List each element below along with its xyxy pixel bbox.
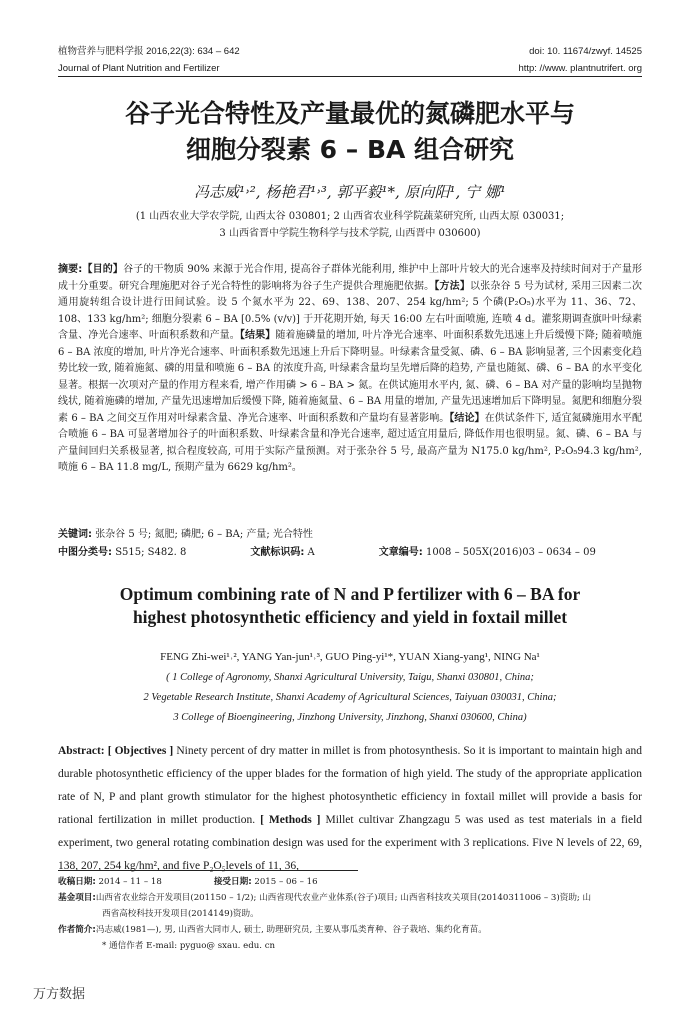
methods-label-en: [ Methods ] (260, 814, 321, 826)
methods-text-cn: 以张杂谷 5 号为试材, 采用三因素二次通用旋转组合设计进行田间试验。设 5 个氮水平为 22、69、138、207、254 kg/hm²; 5 个磷(P₂O₅)水平为 11、36、72、108、133 kg/hm²; 细胞分裂素 6 – BA [0.5% (v/v)] 于开花期开始, 每天 16:00 左右叶面喷施, 连喷 4 d。灌浆期调查旗叶叶绿素含量、净光合速率、叶面积系数和产量。 (58, 280, 643, 341)
dates-row (58, 874, 642, 890)
doc-code-label: 文献标识码: (250, 547, 305, 558)
clc-field (58, 545, 218, 561)
author-bio-label: 作者简介: (58, 925, 96, 935)
title-cn-line1: 谷子光合特性及产量最优的氮磷肥水平与 (124, 99, 575, 128)
classification-line (58, 545, 642, 561)
running-header (58, 46, 642, 75)
article-no-field (379, 545, 628, 561)
keywords-cn (58, 527, 642, 543)
affiliation-en-line: 3 College of Bioengineering, Jinzhong University, Jinzhong, Shanxi 030600, China) (173, 712, 527, 723)
article-no-label: 文章编号: (378, 547, 423, 558)
title-cn-line2: 细胞分裂素 6 – BA 组合研究 (185, 135, 515, 164)
affiliation-cn-line1: (1 山西农业大学农学院, 山西太谷 030801; 2 山西省农业科学院蔬菜研究所, 山西太原 030031; (135, 211, 565, 222)
abstract-cn (58, 262, 642, 477)
abstract-en (58, 740, 642, 878)
header-divider (58, 76, 642, 77)
doc-code-field (250, 545, 346, 561)
journal-citation-cn: 植物营养与肥料学报 2016,22(3): 634 – 642 (58, 46, 240, 57)
doi[interactable]: doi: 10. 11674/zwyf. 14525 (529, 46, 642, 57)
corresponding-author[interactable]: * 通信作者 E-mail: pyguo@ sxau. edu. cn (102, 941, 276, 951)
accepted-value: 2015 – 06 – 16 (254, 877, 318, 887)
keywords-text: 张杂谷 5 号; 氮肥; 磷肥; 6 – BA; 产量; 光合特性 (95, 529, 313, 540)
methods-label-cn: 【方法】 (434, 280, 471, 292)
author-bio (58, 922, 642, 938)
abstract-cn-label: 摘要: (58, 264, 83, 275)
accepted-date (214, 874, 344, 890)
keywords-label: 关键词: (58, 529, 92, 540)
methods-text-en: Millet cultivar Zhangzagu 5 was used as test materials in a field experiment, two general rotating combination design was used for the experiment with 3 replications. Five N levels of 22, 69, 138, 207, 254 kg/hm², and five P₂O₅levels of 11, 36, (58, 814, 643, 872)
footnote-divider (58, 870, 358, 871)
affiliation-en-line: ( 1 College of Agronomy, Shanxi Agricultural University, Taigu, Shanxi 030801, China; (166, 672, 534, 683)
author-bio-text: 冯志威(1981—), 男, 山西省大同市人, 硕士, 助理研究员, 主要从事瓜类育种、谷子栽培、集约化育苗。 (95, 925, 487, 935)
objectives-text-en: Ninety percent of dry matter in millet is from photosynthesis. So it is important to maintain high and durable photosynthetic efficiency of the upper blades for the formation of high yield. The study of the appropriate application rate of N, P and plant growth stimulator for the highest photosynthetic efficiency in foxtail millet will provide a basis for rational fertilization in millet production. (58, 745, 643, 826)
objective-text-cn: 谷子的干物质 90% 来源于光合作用, 提高谷子群体光能利用, 维护中上部叶片较大的光合速率及持续时间对于产量形成十分重要。研究合理施肥对谷子光合特性的影响将为谷子生产提供合理施肥依据。 (58, 264, 642, 292)
received-value: 2014 – 11 – 18 (98, 877, 162, 887)
funding-line1 (58, 890, 642, 906)
authors-en: FENG Zhi-wei¹˒², YANG Yan-jun¹˒³, GUO Ping-yi¹*, YUAN Xiang-yang¹, NING Na¹ (160, 651, 540, 663)
conclusion-label-cn: 【结论】 (449, 412, 485, 424)
received-date (58, 874, 188, 890)
journal-name-en: Journal of Plant Nutrition and Fertilizer (58, 63, 220, 74)
authors-cn: 冯志威¹˒², 杨艳君¹˒³, 郭平毅¹*, 原向阳¹, 宁 娜¹ (194, 183, 506, 201)
conclusion-text-cn: 在供试条件下, 适宜氮磷施用水平配合喷施 6 – BA 可显著增加谷子的叶面积系数、叶绿素含量和净光合速率, 超过适宜用量后, 降低作用也很明显。氮、磷、6 – BA 与产量间回归关系极显著, 拟合程度较高, 可用于实际产量预测。对于张杂谷 5 号, 最高产量为 N175.0 kg/hm², P₂O₅94.3 kg/hm², 喷施 6 – BA 11.8 mg/L, 预期产量为 6629 kg/hm²。 (58, 412, 642, 473)
journal-url[interactable]: http: //www. plantnutrifert. org (518, 63, 642, 74)
title-en (40, 583, 660, 629)
affiliation-cn-line2: 3 山西省晋中学院生物科学与技术学院, 山西晋中 030600) (219, 228, 481, 239)
title-en-line1: Optimum combining rate of N and P fertilizer with 6 – BA for (119, 584, 581, 604)
funding-line2: 西省高校科技开发项目(2014149)资助。 (102, 909, 259, 919)
clc-value: S515; S482. 8 (115, 547, 187, 558)
affiliation-en-line: 2 Vegetable Research Institute, Shanxi Academy of Agricultural Sciences, Taiyuan 030031, China; (143, 692, 557, 703)
results-text-cn: 随着施磷量的增加, 叶片净光合速率、叶面积系数先迅速上升后缓慢下降; 随着喷施 6 – BA 浓度的增加, 叶片净光合速率、叶面积系数先迅速上升后下降明显。叶绿素含量受氮、磷、6 – BA 影响显著, 三个因素变化趋势比较一致, 随着施氮、磷的用量和喷施 6 – BA 的浓度升高, 叶绿素含量均呈先增后降的趋势, 产量也随氮、磷、6 – BA 的水平变化显著。根据一次项对产量的作用方程来看, 增产作用磷 > 6 – BA > 氮。在供试施用水平内, 氮、磷、6 – BA 对产量的影响均呈抛物线状, 随着施磷的增加, 产量先迅速增加后缓慢下降, 随着施氮量、6 – BA 用量的增加, 产量先迅速增加后下降明显。氮肥和细胞分裂素 6 – BA 之间交互作用对叶绿素含量、净光合速率、叶面积系数和产量均有显著影响。 (58, 330, 643, 424)
accepted-label: 接受日期: (213, 877, 252, 887)
objective-label-cn: 【目的】 (82, 264, 124, 275)
article-no-value: 1008 – 505X(2016)03 – 0634 – 09 (425, 547, 596, 558)
funding-label: 基金项目: (58, 893, 96, 903)
affiliations-en (40, 668, 660, 728)
footnotes (58, 874, 642, 954)
title-cn (40, 96, 660, 168)
abstract-en-label: Abstract: (58, 745, 105, 757)
received-label: 收稿日期: (58, 877, 96, 887)
results-label-cn: 【结果】 (239, 330, 276, 341)
affiliations-cn (60, 208, 640, 242)
title-en-line2: highest photosynthetic efficiency and yield in foxtail millet (132, 607, 568, 627)
funding-text: 山西省农业综合开发项目(201150 – 1/2); 山西省现代农业产业体系(谷子)项目; 山西省科技攻关项目(20140311006 – 3)资助; 山 (95, 893, 592, 903)
watermark: 万方数据 (33, 987, 86, 1002)
doc-code-value: A (307, 547, 315, 558)
objectives-label-en: [ Objectives ] (107, 745, 174, 757)
clc-label: 中图分类号: (58, 547, 112, 558)
